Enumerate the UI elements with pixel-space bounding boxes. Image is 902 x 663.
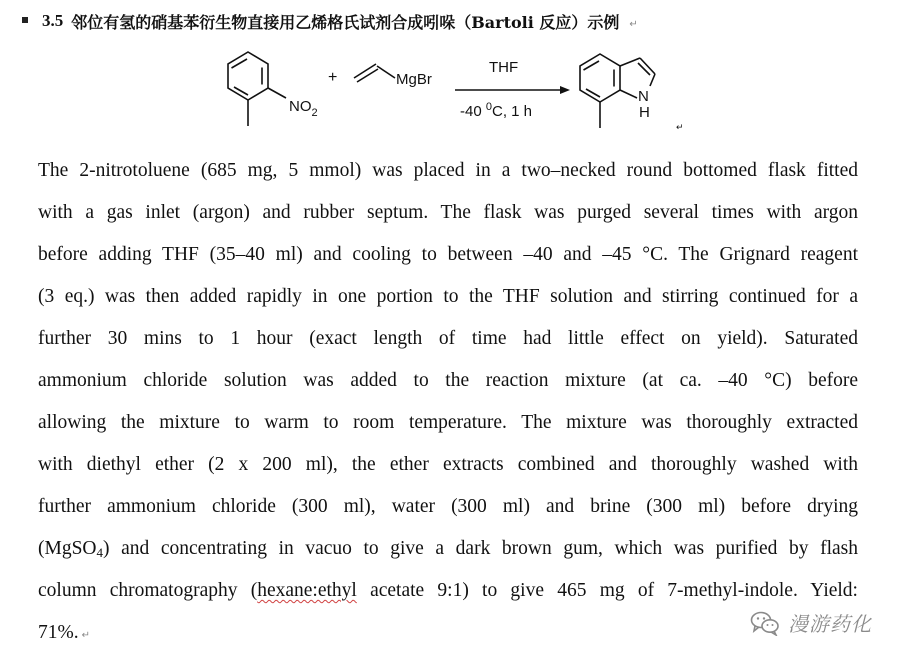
paragraph-line — [38, 570, 858, 612]
line-text: acetate 9:1) to give 465 mg of 7-methyl-indole. Yield: — [356, 580, 858, 601]
line-text: 71%. — [38, 622, 79, 643]
subscript: 4 — [96, 545, 104, 560]
paragraph-line: with diethyl ether (2 x 200 ml), the ether extracts combined and thoroughly washed with — [38, 454, 858, 475]
scheme-paragraph-mark: ↵ — [676, 122, 684, 132]
reaction-scheme — [200, 44, 700, 140]
solvent-label: THF — [489, 59, 519, 76]
reaction-arrow — [455, 86, 570, 94]
procedure-paragraph — [38, 150, 858, 654]
wechat-icon — [750, 610, 780, 636]
paragraph-mark: ↵ — [629, 18, 638, 30]
line-text: ) and concentrating in vacuo to give a dark brown gum, which was purified by flash — [103, 538, 858, 559]
paragraph-line: The 2-nitrotoluene (685 mg, 5 mmol) was placed in a two–necked round bottomed flask fitted — [38, 160, 858, 181]
paragraph-line: with a gas inlet (argon) and rubber septum. The flask was purged several times with argon — [38, 202, 858, 223]
nitro-group-label: $NO_2$ — [289, 98, 318, 119]
section-title: 邻位有氢的硝基苯衍生物直接用乙烯格氏试剂合成吲哚（Bartoli 反应）示例 — [71, 12, 620, 32]
paragraph-line — [38, 528, 858, 570]
paragraph-line: before adding THF (35–40 ml) and cooling to between –40 and –45 °C. The Grignard reagent — [38, 244, 858, 265]
paragraph-line: (3 eq.) was then added rapidly in one portion to the THF solution and stirring continued for a — [38, 286, 858, 307]
indole-nitrogen-label: N — [638, 88, 649, 105]
grignard-label: MgBr — [396, 71, 432, 88]
watermark — [750, 608, 872, 637]
section-number: 3.5 — [42, 11, 64, 30]
line-text: (MgSO — [38, 538, 97, 559]
paragraph-line: further ammonium chloride (300 ml), water (300 ml) and brine (300 ml) before drying — [38, 496, 858, 517]
paragraph-end-mark: ↵ — [81, 630, 91, 641]
paragraph-line: allowing the mixture to warm to room temperature. The mixture was thoroughly extracted — [38, 412, 858, 433]
bullet-marker — [22, 17, 28, 23]
condition-label: -40 $^0$C, 1 h — [460, 101, 533, 120]
vinyl-structure — [354, 64, 395, 82]
line-text: column chromatography ( — [38, 580, 258, 601]
nitrotoluene-structure — [228, 52, 286, 126]
plus-sign: + — [328, 69, 338, 86]
paragraph-line: further 30 mins to 1 hour (exact length of time had little effect on yield). Saturated — [38, 328, 858, 349]
spellcheck-flagged-text: hexane:ethyl — [257, 580, 357, 601]
indole-hydrogen-label: H — [639, 104, 650, 121]
paragraph-line: ammonium chloride solution was added to the reaction mixture (at ca. –40 °C) before — [38, 370, 858, 391]
paragraph-line — [38, 612, 858, 654]
section-heading — [22, 6, 638, 36]
watermark-text: 漫游药化 — [788, 612, 872, 636]
